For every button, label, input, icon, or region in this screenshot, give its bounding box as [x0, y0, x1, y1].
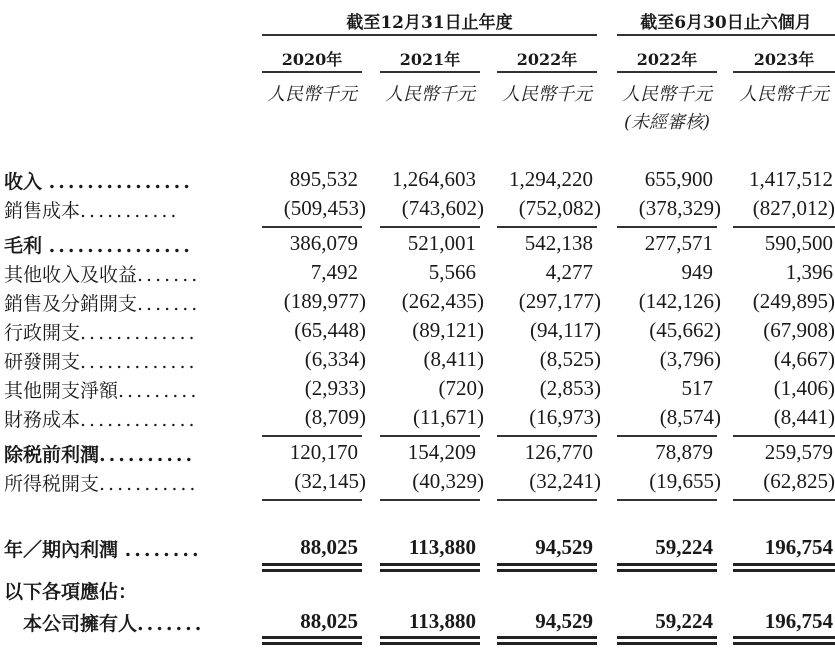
double-line-c4	[617, 636, 717, 639]
subtotal-line-12	[380, 499, 480, 501]
other-expenses-1h2023: (1,406)	[773, 376, 835, 400]
subtotal-line-15	[733, 499, 835, 501]
subtotal-line-1	[262, 226, 362, 228]
year-underline-3	[497, 71, 597, 73]
net-profit-1h2023: 196,754	[764, 535, 833, 559]
other-income-1h2023: 1,396	[785, 260, 833, 284]
other-expenses-1h2022: 517	[681, 376, 713, 400]
row-label-owners-of-company: 本公司擁有人.......	[4, 613, 205, 635]
other-expenses-2022: (2,853)	[539, 376, 601, 400]
double-line-c1	[262, 636, 362, 639]
cost-of-sales-1h2023: (827,012)	[752, 196, 835, 220]
unit-label-2: 人民幣千元	[385, 84, 475, 105]
double-line-c5	[733, 636, 835, 639]
row-label-net-profit: 年／期內利潤 ........	[4, 539, 202, 561]
net-profit-1h2022: 59,224	[655, 535, 713, 559]
net-profit-2021: 113,880	[408, 535, 476, 559]
profit-before-tax-1h2022: 78,879	[655, 440, 713, 464]
year-underline-1	[262, 71, 362, 73]
other-expenses-2020: (2,933)	[304, 376, 366, 400]
year-header-4: 2022年	[636, 50, 698, 69]
double-line-d3	[497, 642, 597, 645]
double-line-a3	[497, 563, 597, 566]
finance-costs-2020: (8,709)	[304, 405, 366, 429]
row-label-finance-costs: 財務成本.............	[4, 409, 198, 431]
row-label-selling-expenses: 銷售及分銷開支.......	[4, 293, 201, 315]
subtotal-line-9	[617, 435, 717, 437]
year-header-1: 2020年	[281, 50, 343, 69]
net-profit-2020: 88,025	[300, 535, 358, 559]
admin-expenses-2020: (65,448)	[294, 318, 366, 342]
year-underline-5	[733, 71, 835, 73]
year-header-5: 2023年	[753, 50, 815, 69]
subtotal-line-4	[617, 226, 717, 228]
revenue-2021: 1,264,603	[392, 167, 476, 191]
cost-of-sales-2021: (743,602)	[401, 196, 484, 220]
unaudited-note: (未經審核)	[623, 112, 711, 133]
row-label-profit-before-tax: 除税前利潤..........	[4, 444, 196, 466]
subtotal-line-10	[733, 435, 835, 437]
year-header-2: 2021年	[399, 50, 461, 69]
owners-profit-2021: 113,880	[408, 609, 476, 633]
other-income-2021: 5,566	[428, 260, 476, 284]
rnd-expenses-2021: (8,411)	[423, 347, 484, 371]
double-line-d4	[617, 642, 717, 645]
gross-profit-1h2022: 277,571	[644, 231, 713, 255]
admin-expenses-2022: (94,117)	[530, 318, 601, 342]
admin-expenses-1h2023: (67,908)	[763, 318, 835, 342]
year-underline-2	[380, 71, 480, 73]
group-header-interim-underline	[617, 34, 835, 36]
subtotal-line-8	[497, 435, 597, 437]
subtotal-line-6	[262, 435, 362, 437]
rnd-expenses-1h2023: (4,667)	[773, 347, 835, 371]
subtotal-line-11	[262, 499, 362, 501]
profit-before-tax-2020: 120,170	[289, 440, 358, 464]
subtotal-line-14	[617, 499, 717, 501]
profit-before-tax-2021: 154,209	[407, 440, 476, 464]
unit-label-3: 人民幣千元	[502, 84, 592, 105]
cost-of-sales-2022: (752,082)	[518, 196, 601, 220]
selling-expenses-1h2023: (249,895)	[752, 289, 835, 313]
revenue-1h2023: 1,417,512	[749, 167, 833, 191]
group-header-annual-underline	[262, 34, 597, 36]
row-label-gross-profit: 毛利 ...............	[4, 235, 193, 257]
cost-of-sales-2020: (509,453)	[283, 196, 366, 220]
income-tax-1h2022: (19,655)	[649, 469, 721, 493]
owners-profit-1h2023: 196,754	[764, 609, 833, 633]
income-tax-2020: (32,145)	[294, 469, 366, 493]
selling-expenses-2020: (189,977)	[283, 289, 366, 313]
revenue-1h2022: 655,900	[644, 167, 713, 191]
double-line-c2	[380, 636, 480, 639]
double-line-b4	[617, 569, 717, 572]
rnd-expenses-2020: (6,334)	[304, 347, 366, 371]
other-expenses-2021: (720)	[438, 376, 484, 400]
other-income-2022: 4,277	[545, 260, 593, 284]
unit-label-1: 人民幣千元	[267, 84, 357, 105]
selling-expenses-2021: (262,435)	[401, 289, 484, 313]
subtotal-line-3	[497, 226, 597, 228]
double-line-c3	[497, 636, 597, 639]
finance-costs-2022: (16,973)	[529, 405, 601, 429]
owners-profit-2020: 88,025	[300, 609, 358, 633]
revenue-2020: 895,532	[289, 167, 358, 191]
double-line-a1	[262, 563, 362, 566]
subtotal-line-5	[733, 226, 835, 228]
rnd-expenses-2022: (8,525)	[539, 347, 601, 371]
admin-expenses-1h2022: (45,662)	[649, 318, 721, 342]
gross-profit-2020: 386,079	[289, 231, 358, 255]
unit-label-4: 人民幣千元	[622, 84, 712, 105]
subtotal-line-13	[497, 499, 597, 501]
revenue-2022: 1,294,220	[509, 167, 593, 191]
other-income-1h2022: 949	[681, 260, 713, 284]
group-header-interim: 截至6月30日止六個月	[640, 13, 812, 33]
double-line-a4	[617, 563, 717, 566]
row-label-other-expenses: 其他開支淨額.........	[4, 380, 200, 402]
rnd-expenses-1h2022: (3,796)	[659, 347, 721, 371]
profit-before-tax-2022: 126,770	[524, 440, 593, 464]
row-label-income-tax: 所得税開支...........	[4, 473, 199, 495]
row-label-attributable-to: 以下各項應佔：	[4, 581, 138, 603]
double-line-a5	[733, 563, 835, 566]
cost-of-sales-1h2022: (378,329)	[638, 196, 721, 220]
income-tax-2022: (32,241)	[529, 469, 601, 493]
row-label-admin-expenses: 行政開支.............	[4, 322, 198, 344]
gross-profit-2021: 521,001	[407, 231, 476, 255]
unit-label-5: 人民幣千元	[739, 84, 829, 105]
selling-expenses-1h2022: (142,126)	[638, 289, 721, 313]
profit-before-tax-1h2023: 259,579	[764, 440, 833, 464]
subtotal-line-7	[380, 435, 480, 437]
double-line-b1	[262, 569, 362, 572]
row-label-cost-of-sales: 銷售成本...........	[4, 200, 180, 222]
row-label-rnd-expenses: 研發開支.............	[4, 351, 198, 373]
double-line-a2	[380, 563, 480, 566]
subtotal-line-2	[380, 226, 480, 228]
finance-costs-2021: (11,671)	[413, 405, 484, 429]
income-tax-1h2023: (62,825)	[763, 469, 835, 493]
double-line-d2	[380, 642, 480, 645]
net-profit-2022: 94,529	[535, 535, 593, 559]
double-line-d5	[733, 642, 835, 645]
owners-profit-1h2022: 59,224	[655, 609, 713, 633]
owners-profit-2022: 94,529	[535, 609, 593, 633]
row-label-revenue: 收入 ...............	[4, 171, 193, 193]
admin-expenses-2021: (89,121)	[412, 318, 484, 342]
group-header-annual: 截至12月31日止年度	[346, 13, 513, 33]
gross-profit-1h2023: 590,500	[764, 231, 833, 255]
selling-expenses-2022: (297,177)	[518, 289, 601, 313]
double-line-d1	[262, 642, 362, 645]
other-income-2020: 7,492	[310, 260, 358, 284]
double-line-b3	[497, 569, 597, 572]
income-tax-2021: (40,329)	[412, 469, 484, 493]
finance-costs-1h2022: (8,574)	[659, 405, 721, 429]
double-line-b2	[380, 569, 480, 572]
year-underline-4	[617, 71, 717, 73]
double-line-b5	[733, 569, 835, 572]
row-label-other-income: 其他收入及收益.......	[4, 264, 201, 286]
year-header-3: 2022年	[516, 50, 578, 69]
finance-costs-1h2023: (8,441)	[773, 405, 835, 429]
gross-profit-2022: 542,138	[524, 231, 593, 255]
